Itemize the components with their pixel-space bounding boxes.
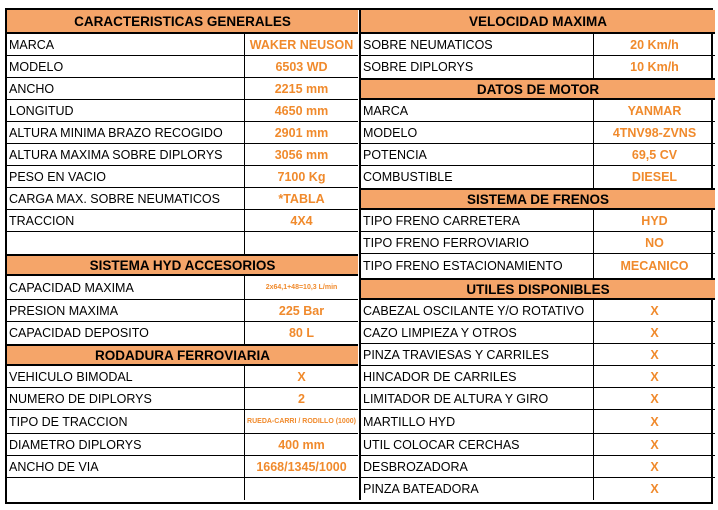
spec-label: MARCA [7,34,245,55]
section-header-utiles: UTILES DISPONIBLES [361,278,715,300]
spec-row-peso-en-vacio [7,166,358,188]
spec-label: HINCADOR DE CARRILES [361,366,594,387]
spec-value: X [650,437,659,452]
spec-row-altura-minima-brazo-recogido [7,122,358,144]
spec-row-sobre-diplorys [361,56,715,78]
spec-row-modelo [7,56,358,78]
spec-value: 3056 mm [274,147,329,162]
spec-value: NO [645,235,664,250]
spec-row-vehiculo-bimodal [7,366,358,388]
spec-value: 6503 WD [275,59,328,74]
spec-row-marca [7,34,358,56]
spec-value: 2x64,1+48=10,3 L/min [265,283,338,291]
spec-label: PINZA TRAVIESAS Y CARRILES [361,344,594,365]
spec-row-util-colocar-cerchas [361,434,715,456]
left-column [7,10,358,500]
spec-value: DIESEL [631,170,678,184]
spec-value: X [650,347,659,362]
section-header-hyd: SISTEMA HYD ACCESORIOS [7,254,358,276]
spec-value: 20 Km/h [630,37,679,52]
spec-row-tipo-freno-estacionamiento [361,254,715,278]
spec-row-longitud [7,100,358,122]
spec-value: 2901 mm [274,125,329,140]
spec-row-blank [7,478,358,500]
spec-value: MECANICO [620,259,689,273]
spec-label: MODELO [361,122,594,143]
section-header-velocidad: VELOCIDAD MAXIMA [361,10,715,34]
spec-label: PINZA BATEADORA [361,478,594,500]
section-header-rodadura: RODADURA FERROVIARIA [7,344,358,366]
spec-value: 4X4 [290,213,313,228]
spec-label: CABEZAL OSCILANTE Y/O ROTATIVO [361,300,594,321]
spec-row-marca [361,100,715,122]
spec-row-blank [7,232,358,254]
spec-value: 80 L [288,326,314,340]
spec-label: CARGA MAX. SOBRE NEUMATICOS [7,188,245,209]
section-header-frenos: SISTEMA DE FRENOS [361,188,715,210]
section-header-motor: DATOS DE MOTOR [361,78,715,100]
spec-label: MODELO [7,56,245,77]
right-column [359,10,715,500]
spec-value: 2215 mm [274,81,329,96]
spec-value: 4TNV98-ZVNS [612,125,697,140]
spec-label: ALTURA MAXIMA SOBRE DIPLORYS [7,144,245,165]
spec-value: X [650,303,659,318]
spec-row-carga-max-sobre-neumaticos [7,188,358,210]
spec-label: LIMITADOR DE ALTURA Y GIRO [361,388,594,409]
spec-row-presion-maxima [7,300,358,322]
spec-value: X [650,391,659,406]
spec-label: DIAMETRO DIPLORYS [7,434,245,455]
spec-label: SOBRE DIPLORYS [361,56,594,78]
spec-row-numero-de-diplorys [7,388,358,410]
spec-row-diametro-diplorys [7,434,358,456]
spec-label: DESBROZADORA [361,456,594,477]
spec-label: LONGITUD [7,100,245,121]
spec-value: X [650,482,659,496]
spec-row-tipo-freno-carretera [361,210,715,232]
spec-sheet-table [5,8,713,504]
spec-row-sobre-neumaticos [361,34,715,56]
spec-value [245,232,358,254]
spec-value: X [297,369,306,384]
spec-row-hincador-de-carriles [361,366,715,388]
spec-value: X [650,459,659,474]
spec-value: YANMAR [627,103,682,118]
spec-label: PRESION MAXIMA [7,300,245,321]
spec-label: TRACCION [7,210,245,231]
spec-row-ancho [7,78,358,100]
spec-label: PESO EN VACIO [7,166,245,187]
spec-label: CAZO LIMPIEZA Y OTROS [361,322,594,343]
spec-label [7,478,245,500]
spec-row-limitador-de-altura-y-giro [361,388,715,410]
spec-row-combustible [361,166,715,188]
spec-value: 69,5 CV [631,147,678,162]
spec-row-modelo [361,122,715,144]
spec-label: NUMERO DE DIPLORYS [7,388,245,409]
spec-label: TIPO DE TRACCION [7,410,245,433]
spec-value: 4650 mm [274,103,329,118]
spec-label: TIPO FRENO FERROVIARIO [361,232,594,253]
spec-value: X [650,325,659,340]
spec-row-traccion [7,210,358,232]
spec-label: ALTURA MINIMA BRAZO RECOGIDO [7,122,245,143]
spec-value [245,478,358,500]
spec-label: UTIL COLOCAR CERCHAS [361,434,594,455]
section-header-generales: CARACTERISTICAS GENERALES [7,10,358,34]
spec-label: ANCHO [7,78,245,99]
spec-value: 225 Bar [278,303,325,318]
spec-value: 2 [298,391,305,406]
spec-row-cazo-limpieza-y-otros [361,322,715,344]
spec-value: WAKER NEUSON [249,37,354,52]
spec-label: COMBUSTIBLE [361,166,594,188]
spec-label: TIPO FRENO ESTACIONAMIENTO [361,254,594,278]
spec-label: POTENCIA [361,144,594,165]
spec-row-martillo-hyd [361,410,715,434]
spec-value: *TABLA [278,191,325,206]
spec-value: 10 Km/h [630,60,679,74]
spec-row-capacidad-deposito [7,322,358,344]
spec-label: SOBRE NEUMATICOS [361,34,594,55]
spec-row-potencia [361,144,715,166]
spec-value: 7100 Kg [277,169,326,184]
spec-row-capacidad-maxima [7,276,358,300]
spec-value: X [650,369,659,384]
spec-row-pinza-traviesas-y-carriles [361,344,715,366]
spec-value: RUEDA-CARRI / RODILLO (1000) [247,417,356,425]
spec-label: VEHICULO BIMODAL [7,366,245,387]
spec-row-tipo-freno-ferroviario [361,232,715,254]
spec-label: CAPACIDAD DEPOSITO [7,322,245,344]
spec-value: HYD [641,213,668,228]
spec-label: MARCA [361,100,594,121]
spec-row-pinza-bateadora [361,478,715,500]
spec-label: ANCHO DE VIA [7,456,245,477]
spec-value: 1668/1345/1000 [256,459,347,474]
spec-value: 400 mm [278,437,325,452]
spec-row-altura-maxima-sobre-diplorys [7,144,358,166]
spec-label: CAPACIDAD MAXIMA [7,276,245,299]
spec-row-ancho-de-via [7,456,358,478]
spec-row-cabezal-oscilante-y-o-rotativo [361,300,715,322]
spec-row-desbrozadora [361,456,715,478]
spec-label: MARTILLO HYD [361,410,594,433]
spec-value: X [650,414,659,429]
spec-label: TIPO FRENO CARRETERA [361,210,594,231]
spec-label [7,232,245,254]
spec-row-tipo-de-traccion [7,410,358,434]
